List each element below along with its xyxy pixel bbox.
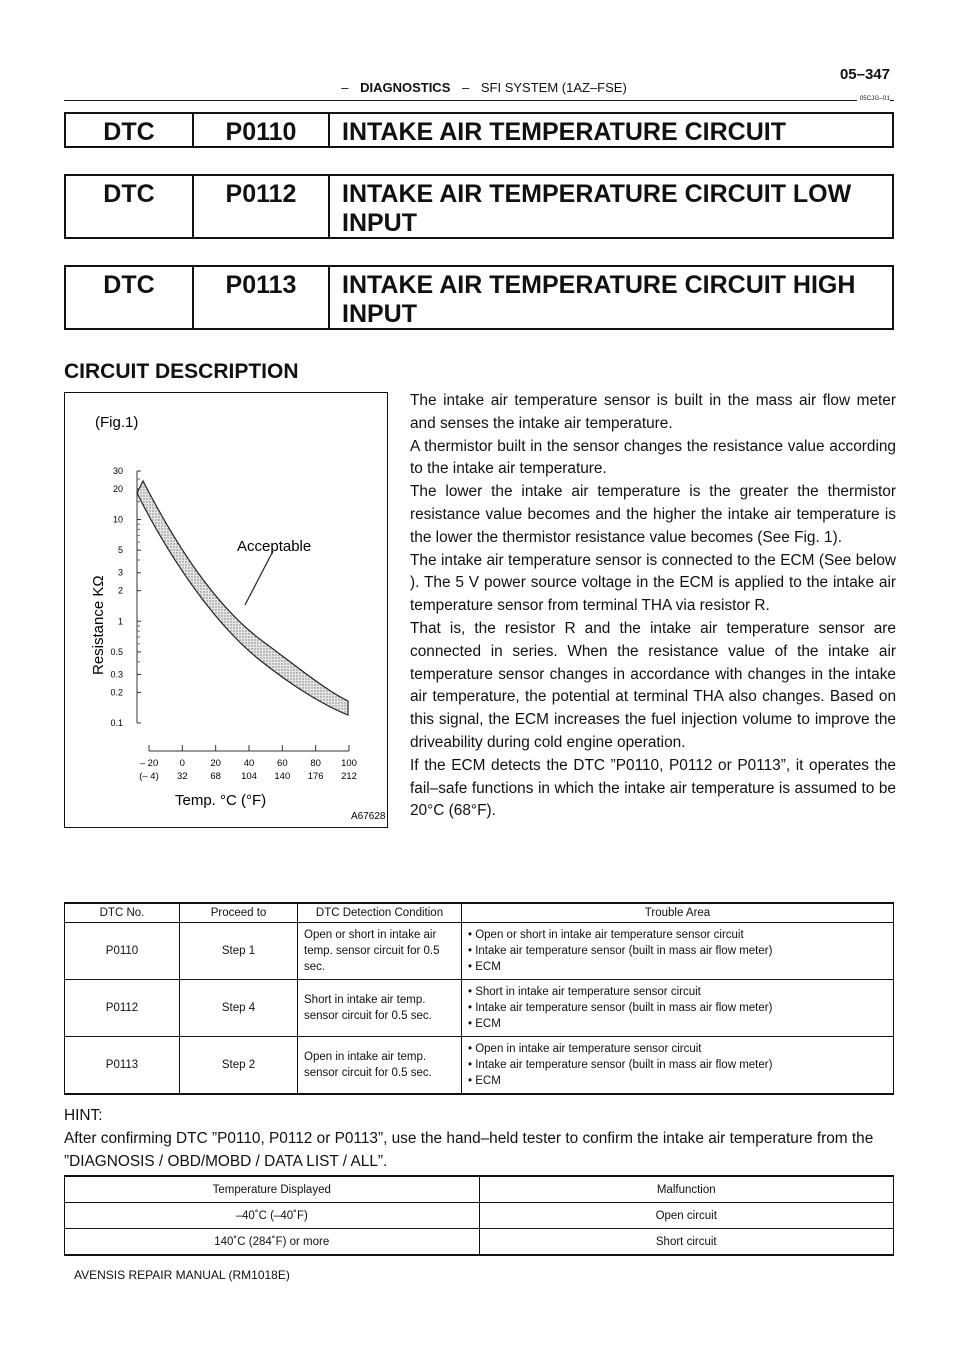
description-paragraph: That is, the resistor R and the intake air temperature sensor are connected in series. When the resistance value of the intake air temperature sensor changes in accordance with changes in the intake air temperature, the potential at terminal THA also changes. Based on this signal, the ECM increases the fuel injection volume to improve the driveability during cold engine operation.	[410, 619, 896, 751]
trouble-area	[462, 980, 894, 1037]
x-tick-label-celsius: 20	[210, 758, 221, 769]
y-tick-label: 3	[117, 567, 123, 578]
description-paragraph: The intake air temperature sensor is built in the mass air flow meter and senses the intake air temperature.	[410, 392, 896, 432]
y-tick-label: 2	[117, 585, 123, 596]
dtc-number: P0110	[65, 923, 180, 980]
y-tick-label: 0.5	[110, 646, 123, 657]
dtc-code: P0110	[192, 114, 328, 146]
annotation-acceptable: Acceptable	[237, 538, 312, 555]
x-tick-label-celsius: 100	[341, 758, 357, 769]
trouble-area-item: • Short in intake air temperature sensor circuit	[468, 986, 701, 998]
description-paragraph: The lower the intake air temperature is the greater the thermistor resistance value becomes and the higher the intake air temperature is the lower the thermistor resistance value becomes (See Fig. 1).	[410, 483, 896, 546]
y-ticks	[110, 466, 141, 728]
annotation-leader-line	[245, 551, 273, 605]
hint-text: After confirming DTC ”P0110, P0112 or P0113”, use the hand–held tester to confirm the intake air temperature from the ”DIAGNOSIS / OBD/MOBD / DATA LIST / ALL”.	[64, 1130, 874, 1170]
trouble-area-item: • ECM	[468, 961, 501, 973]
x-tick-label-fahrenheit: 68	[210, 771, 221, 782]
proceed-step: Step 2	[180, 1037, 298, 1095]
section-title: CIRCUIT DESCRIPTION	[64, 360, 299, 383]
malfunction-value: Short circuit	[479, 1229, 894, 1256]
x-tick-label-fahrenheit: 140	[274, 771, 291, 782]
header-malfunction: Malfunction	[479, 1176, 894, 1203]
footer: AVENSIS REPAIR MANUAL (RM1018E)	[74, 1268, 290, 1282]
page-number: 05–347	[839, 66, 890, 83]
trouble-area-item: • Open in intake air temperature sensor circuit	[468, 1043, 702, 1055]
detection-condition: Open or short in intake air temp. sensor circuit for 0.5 sec.	[298, 923, 462, 980]
header-dtc-no: DTC No.	[65, 903, 180, 923]
header-detection-condition: DTC Detection Condition	[298, 903, 462, 923]
y-tick-label: 0.3	[110, 669, 123, 680]
x-tick-label-fahrenheit: 212	[341, 771, 357, 782]
table-row	[65, 1037, 894, 1095]
document-code: 05CJG–01	[857, 96, 890, 102]
dtc-code: P0112	[192, 176, 328, 237]
malfunction-value: Open circuit	[479, 1203, 894, 1229]
dtc-title: INTAKE AIR TEMPERATURE CIRCUIT	[328, 114, 892, 146]
trouble-area-item: • ECM	[468, 1075, 501, 1087]
header-dash: –	[341, 80, 349, 95]
description-paragraph: A thermistor built in the sensor changes the resistance value according to the intake air temperature.	[410, 437, 896, 478]
dtc-number: P0112	[65, 980, 180, 1037]
running-header	[0, 80, 960, 95]
header-proceed-to: Proceed to	[180, 903, 298, 923]
y-tick-label: 1	[117, 616, 123, 627]
x-tick-label-celsius: – 20	[139, 758, 159, 769]
trouble-area	[462, 1037, 894, 1095]
trouble-area-item: • Intake air temperature sensor (built in mass air flow meter)	[468, 1002, 773, 1014]
x-tick-label-celsius: 80	[310, 758, 321, 769]
dtc-number: P0113	[65, 1037, 180, 1095]
detection-condition: Open in intake air temp. sensor circuit for 0.5 sec.	[298, 1037, 462, 1095]
x-tick-label-fahrenheit: 32	[177, 771, 188, 782]
dtc-label: DTC	[103, 180, 155, 208]
trouble-area-item: • Intake air temperature sensor (built in mass air flow meter)	[468, 1059, 773, 1071]
header-subsection: SFI SYSTEM (1AZ–FSE)	[480, 80, 627, 95]
proceed-step: Step 1	[180, 923, 298, 980]
dtc-label: DTC	[103, 271, 155, 299]
table-row	[65, 1203, 894, 1229]
table-row	[65, 1229, 894, 1256]
x-tick-label-celsius: 40	[243, 758, 255, 769]
dtc-code: P0113	[192, 267, 328, 328]
y-tick-label: 0.1	[110, 718, 123, 728]
y-tick-label: 0.2	[110, 687, 123, 698]
trouble-area-item: • Intake air temperature sensor (built in mass air flow meter)	[468, 945, 773, 957]
header-dash: –	[462, 80, 470, 95]
figure-caption: (Fig.1)	[95, 414, 139, 431]
x-tick-label-fahrenheit: (– 4)	[139, 771, 159, 782]
dtc-label: DTC	[103, 118, 155, 146]
description-paragraph: If the ECM detects the DTC ”P0110, P0112 or P0113”, it operates the fail–safe functions in which the intake air temperature is assumed to be 20°C (68°F).	[410, 756, 896, 820]
resistance-chart	[65, 393, 389, 829]
hint-label: HINT:	[64, 1107, 103, 1124]
x-tick-label-fahrenheit: 176	[307, 771, 324, 782]
acceptable-band	[137, 481, 348, 715]
y-tick-label: 5	[117, 545, 123, 556]
trouble-area-item: • Open or short in intake air temperature sensor circuit	[468, 929, 744, 941]
dtc-title: INTAKE AIR TEMPERATURE CIRCUIT LOW INPUT	[328, 176, 892, 237]
table-header-row	[65, 1176, 894, 1203]
header-rule	[64, 100, 894, 101]
y-tick-label: 20	[112, 483, 123, 494]
table-row	[65, 923, 894, 980]
header-section: DIAGNOSTICS	[360, 80, 451, 95]
proceed-step: Step 4	[180, 980, 298, 1037]
y-tick-label: 10	[112, 514, 123, 525]
description-paragraph: The intake air temperature sensor is connected to the ECM (See below ). The 5 V power source voltage in the ECM is applied to the intake air temperature sensor from terminal THA via resistor R.	[410, 551, 896, 615]
hint-block	[64, 1104, 896, 1173]
x-tick-label-fahrenheit: 104	[241, 771, 257, 782]
y-axis-label: Resistance KΩ	[90, 575, 107, 675]
detection-condition: Short in intake air temp. sensor circuit for 0.5 sec.	[298, 980, 462, 1037]
figure-id: A67628	[351, 811, 386, 822]
temperature-value: 140˚C (284˚F) or more	[65, 1229, 480, 1256]
trouble-area	[462, 923, 894, 980]
temperature-value: –40˚C (–40˚F)	[65, 1203, 480, 1229]
dtc-title: INTAKE AIR TEMPERATURE CIRCUIT HIGH INPUT	[328, 267, 892, 328]
dtc-table	[64, 902, 894, 1095]
dtc-box-p0112	[64, 174, 894, 239]
table-row	[65, 980, 894, 1037]
trouble-area-item: • ECM	[468, 1018, 501, 1030]
table-header-row	[65, 903, 894, 923]
y-tick-label: 30	[112, 466, 123, 476]
header-trouble-area: Trouble Area	[462, 903, 894, 923]
x-tick-label-celsius: 60	[277, 758, 288, 769]
x-tick-label-celsius: 0	[179, 758, 185, 769]
dtc-box-p0113	[64, 265, 894, 330]
header-temperature-displayed: Temperature Displayed	[65, 1176, 480, 1203]
temperature-table	[64, 1175, 894, 1256]
resistance-temperature-figure	[64, 392, 388, 828]
dtc-box-p0110	[64, 112, 894, 148]
x-axis-label: Temp. °C (°F)	[175, 792, 267, 809]
circuit-description	[410, 390, 896, 823]
